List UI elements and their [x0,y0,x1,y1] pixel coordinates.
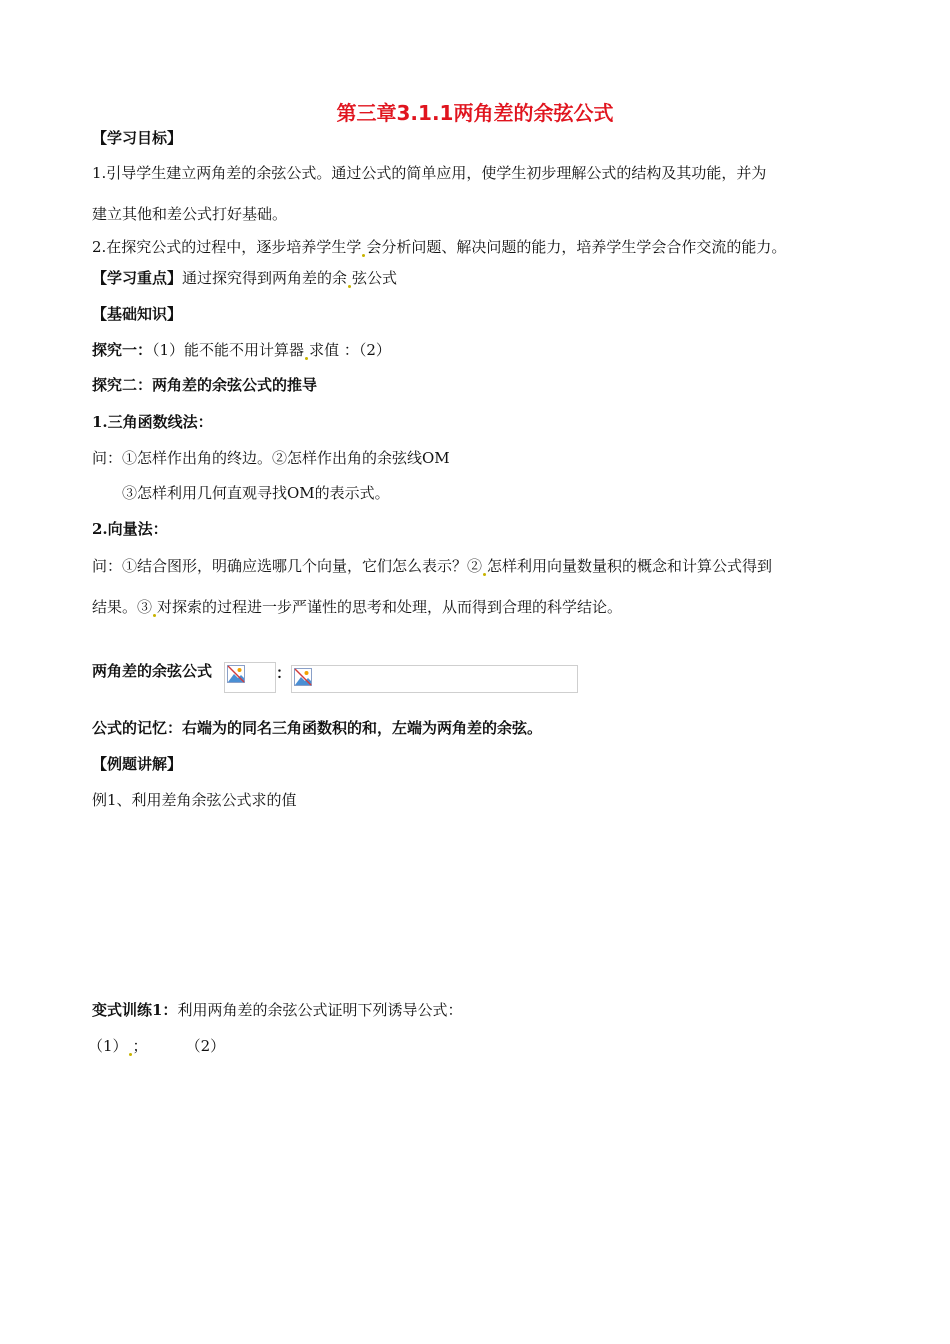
variant-text: 利用两角差的余弦公式证明下列诱导公式： [177,1001,463,1019]
method-1-heading: 1.三角函数线法： [92,413,213,431]
broken-image-icon [294,668,312,686]
method-2-line-1 [92,556,772,576]
variant-parts [88,1036,225,1056]
formula-colon: ： [276,664,292,682]
method-2-line-1-b: 怎样利用向量数量积的概念和计算公式得到 [487,557,773,575]
objective-1-line-1: 1.引导学生建立两角差的余弦公式。通过公式的简单应用，使学生初步理解公式的结构及其功能，并为 [92,164,767,182]
formula-label: 两角差的余弦公式 [92,662,213,680]
broken-image-icon [227,665,245,683]
explore-1-text-a: （1）能不能不用计算器 [152,341,305,359]
variant-part-2: （2） [185,1037,226,1055]
explore-1 [92,340,391,360]
method-2-heading: 2.向量法： [92,520,168,538]
mark-dot [153,614,156,617]
mark-dot [129,1053,132,1056]
key-point-text-a: 通过探究得到两角差的余 [182,269,348,287]
objective-2 [92,237,786,257]
formula-memory: 公式的记忆：右端为的同名三角函数积的和，左端为两角差的余弦。 [92,719,543,737]
method-2-line-2 [92,597,622,617]
mark-dot [305,357,308,360]
example-1: 例1、利用差角余弦公式求的值 [92,791,297,809]
explore-1-label: 探究一： [92,341,153,359]
variant-label: 变式训练1： [92,1001,178,1019]
formula-lhs-image [224,662,276,693]
mark-dot [348,285,351,288]
variant-training-1 [92,1000,462,1020]
method-1-question-2: ③怎样利用几何直观寻找OM的表示式。 [122,484,390,502]
mark-dot [483,573,486,576]
basics-heading: 【基础知识】 [92,305,183,323]
objective-2-part-a: 2.在探究公式的过程中，逐步培养学生学 [92,238,362,256]
method-1-question-1: 问：①怎样作出角的终边。②怎样作出角的余弦线OM [92,449,450,467]
mark-dot [362,254,365,257]
variant-part-1: （1） [88,1037,128,1055]
key-point [92,268,397,288]
explore-1-text-b: 求值 ：（2） [309,341,391,359]
objective-2-part-b: 会分析问题、解决问题的能力，培养学生学会合作交流的能力。 [366,238,787,256]
variant-part-1-end: ； [132,1037,148,1055]
key-point-text-b: 弦公式 [352,269,398,287]
method-2-line-1-a: 问：①结合图形，明确应选哪几个向量，它们怎么表示？② [92,557,483,575]
objective-1-line-2: 建立其他和差公式打好基础。 [92,205,288,223]
formula-rhs-image [291,665,578,693]
key-point-heading: 【学习重点】 [92,269,183,287]
explore-2: 探究二：两角差的余弦公式的推导 [92,376,318,394]
objectives-heading: 【学习目标】 [92,129,183,147]
method-2-line-2-a: 结果。③ [92,598,153,616]
examples-heading: 【例题讲解】 [92,755,183,773]
method-2-line-2-b: 对探索的过程进一步严谨性的思考和处理，从而得到合理的科学结论。 [157,598,623,616]
page-title: 第三章3.1.1两角差的余弦公式 [336,101,614,125]
